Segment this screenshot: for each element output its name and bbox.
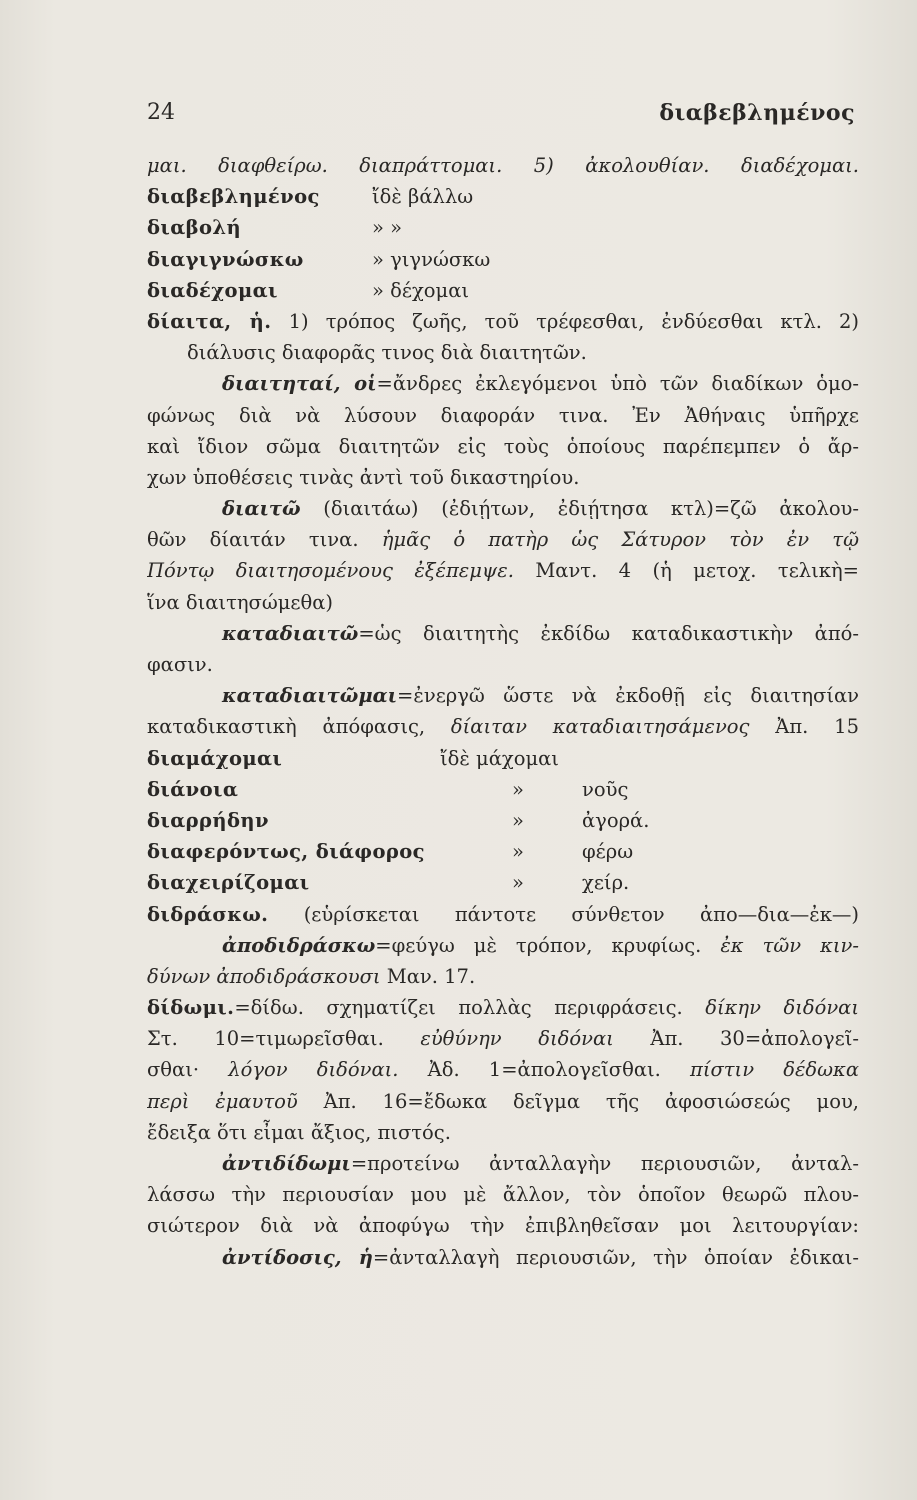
page-number: 24 [147,100,175,125]
text-line: μαι. διαφθείρω. διαπράττομαι. 5) ἀκολουθίαν. διαδέχομαι. [147,154,859,177]
subentry-diaito [147,493,859,524]
definition-text: =ἐνεργῶ ὥστε νὰ ἐκδοθῇ εἰς διαιτησίαν [397,684,859,708]
cross-reference: νοῦς [582,777,629,801]
text-line [147,1054,859,1085]
headword: δίαιτα, ἡ. [147,309,272,333]
dictionary-text [147,150,859,1273]
quotation: πίστιν δέδωκα [690,1058,859,1082]
quotation: δίαιταν καταδιαιτησάμενος [450,715,750,739]
entry-dianoia [147,774,859,805]
subheadword: ἀντίδοσις, ἡ [222,1245,373,1269]
cross-reference: » δέχομαι [372,278,470,302]
text-line: λάσσω τὴν περιουσίαν μου μὲ ἄλλον, τὸν ὁποῖον θεωρῶ πλου- [147,1183,859,1207]
text-segment: Ἀπ. 15 [775,715,859,739]
text-segment: σθαι· [147,1058,200,1082]
text-line [147,524,859,555]
cross-reference: χείρ. [582,871,630,895]
text-line [147,961,859,992]
text-line: χων ὑποθέσεις τινὰς ἀντὶ τοῦ δικαστηρίου. [147,465,580,489]
entry-diacheirizomai [147,867,859,898]
text-line: φασιν. [147,653,213,676]
text-line: διάλυσις διαφορᾶς τινος διὰ διαιτητῶν. [187,341,587,365]
subheadword: καταδιαιτῶ [222,621,359,645]
headword: διαφερόντως, διάφορος [147,840,425,864]
definition-text: =ἄνδρες ἐκλεγόμενοι ὑπὸ τῶν διαδίκων ὁμο- [376,372,859,396]
entry-diaita [147,306,859,337]
headword: διαμάχομαι [147,746,283,770]
text-line: καὶ ἴδιον σῶμα διαιτητῶν εἰς τοὺς ὁποίους παρέπεμπεν ὁ ἄρ- [147,434,859,458]
headword: διαδέχομαι [147,278,278,302]
text-segment: Στ. 10=τιμωρεῖσθαι. [147,1027,384,1051]
cross-reference: φέρω [582,840,634,864]
subheadword: ἀντιδίδωμι [222,1152,351,1175]
text-segment: Μαν. 17. [386,964,476,988]
text-segment: Μαντ. 4 (ἡ μετοχ. τελικὴ= [535,559,859,583]
entry-diabole [147,212,859,243]
entry-diadechomai [147,275,859,306]
cross-reference: » γιγνώσκω [372,247,491,271]
subentry-antidosis [147,1242,859,1273]
headword: διαβολή [147,216,242,240]
headword: διαρρήδην [147,808,269,832]
text-line: σιώτερον διὰ νὰ ἀποφύγω τὴν ἐπιβληθεῖσαν μοι λειτουργίαν: [147,1214,859,1238]
text-line [147,555,859,586]
subheadword: διαιτηταί, οἱ [222,372,377,396]
text-line [147,711,859,742]
text-segment: θῶν δίαιτάν τινα. [147,528,359,552]
text-line [147,1023,859,1054]
subentry-apodidrasko [147,930,859,961]
subentry-antididomi [147,1148,859,1179]
definition-text: (εὑρίσκεται πάντοτε σύνθετον ἀπο—δια—ἐκ—) [303,902,859,926]
entry-diabeblemenos [147,181,859,212]
entry-diamachomai [147,743,859,774]
quotation: περὶ ἐμαυτοῦ [147,1089,298,1113]
quotation: Πόντῳ διαιτησομένους ἐξέπεμψε. [147,559,514,583]
definition-text: 1) τρόπος ζωῆς, τοῦ τρέφεσθαι, ἐνδύεσθαι κτλ. 2) [288,309,859,333]
headword: δίδωμι. [147,996,235,1020]
headword: διαβεβλημένος [147,185,320,209]
definition-text: =προτείνω ἀνταλλαγὴν περιουσιῶν, ἀνταλ- [350,1152,859,1175]
definition-text: =φεύγω μὲ τρόπον, κρυφίως. [375,933,702,957]
definition-text: =ἀνταλλαγὴ περιουσιῶν, τὴν ὁποίαν ἐδικαι- [372,1245,859,1269]
definition-text: (διαιτάω) (ἐδιῄτων, ἐδιῄτησα κτλ)=ζῶ ἀκολου- [323,497,859,521]
entry-diagignosko [147,244,859,275]
quotation: εὐθύνην διδόναι [420,1027,614,1051]
quotation: λόγον διδόναι. [228,1058,399,1082]
subheadword: καταδιαιτῶμαι [222,684,398,708]
ditto-mark: » [512,777,524,801]
subentry-katadiaito [147,618,859,649]
subentry-katadiaitomai [147,680,859,711]
headword: διδράσκω. [147,902,269,926]
quotation: δίκην διδόναι [705,996,859,1020]
text-segment: καταδικαστικὴ ἀπόφασις, [147,715,426,739]
quotation: ἐκ τῶν κιν- [720,933,859,957]
headword: διαγιγνώσκω [147,247,304,271]
text-segment: Ἀδ. 1=ἀπολογεῖσθαι. [427,1058,661,1082]
entry-didrasko [147,899,859,930]
definition-text: =δίδω. σχηματίζει πολλὰς περιφράσεις. [234,996,683,1020]
ditto-mark: » [512,840,524,864]
subentry-diaitetai [147,368,859,399]
cross-reference: ἀγορά. [582,808,650,832]
text-segment: Ἀπ. 30=ἀπολογεῖ- [650,1027,859,1051]
text-line: ἔδειξα ὅτι εἶμαι ἄξιος, πιστός. [147,1120,451,1144]
quotation: δύνων ἀποδιδράσκουσι [147,964,381,988]
headword: διάνοια [147,777,239,801]
entry-diarredin [147,805,859,836]
subheadword: διαιτῶ [222,497,301,521]
cross-reference: ἴδὲ βάλλω [372,185,474,209]
ditto-mark: » [512,871,524,895]
ditto-mark: » [512,808,524,832]
quotation: ἡμᾶς ὁ πατὴρ ὡς Σάτυρον τὸν ἐν τῷ [381,528,859,552]
running-head: διαβεβλημένος [659,100,855,126]
cross-reference: » » [372,216,403,240]
subheadword: ἀποδιδράσκω [222,933,376,957]
headword: διαχειρίζομαι [147,871,310,895]
text-line: ἵνα διαιτησώμεθα) [147,590,334,614]
cross-reference: ἴδὲ μάχομαι [440,746,559,770]
definition-text: =ὡς διαιτητὴς ἐκδίδω καταδικαστικὴν ἀπό- [358,621,859,645]
text-line [147,1086,859,1117]
page-header [147,100,855,134]
entry-didomi [147,992,859,1023]
entry-diaferontos [147,836,859,867]
text-line: φώνως διὰ νὰ λύσουν διαφοράν τινα. Ἐν Ἀθήναις ὑπῆρχε [147,403,859,427]
text-segment: Ἀπ. 16=ἔδωκα δεῖγμα τῆς ἀφοσιώσεώς μου, [323,1089,859,1113]
